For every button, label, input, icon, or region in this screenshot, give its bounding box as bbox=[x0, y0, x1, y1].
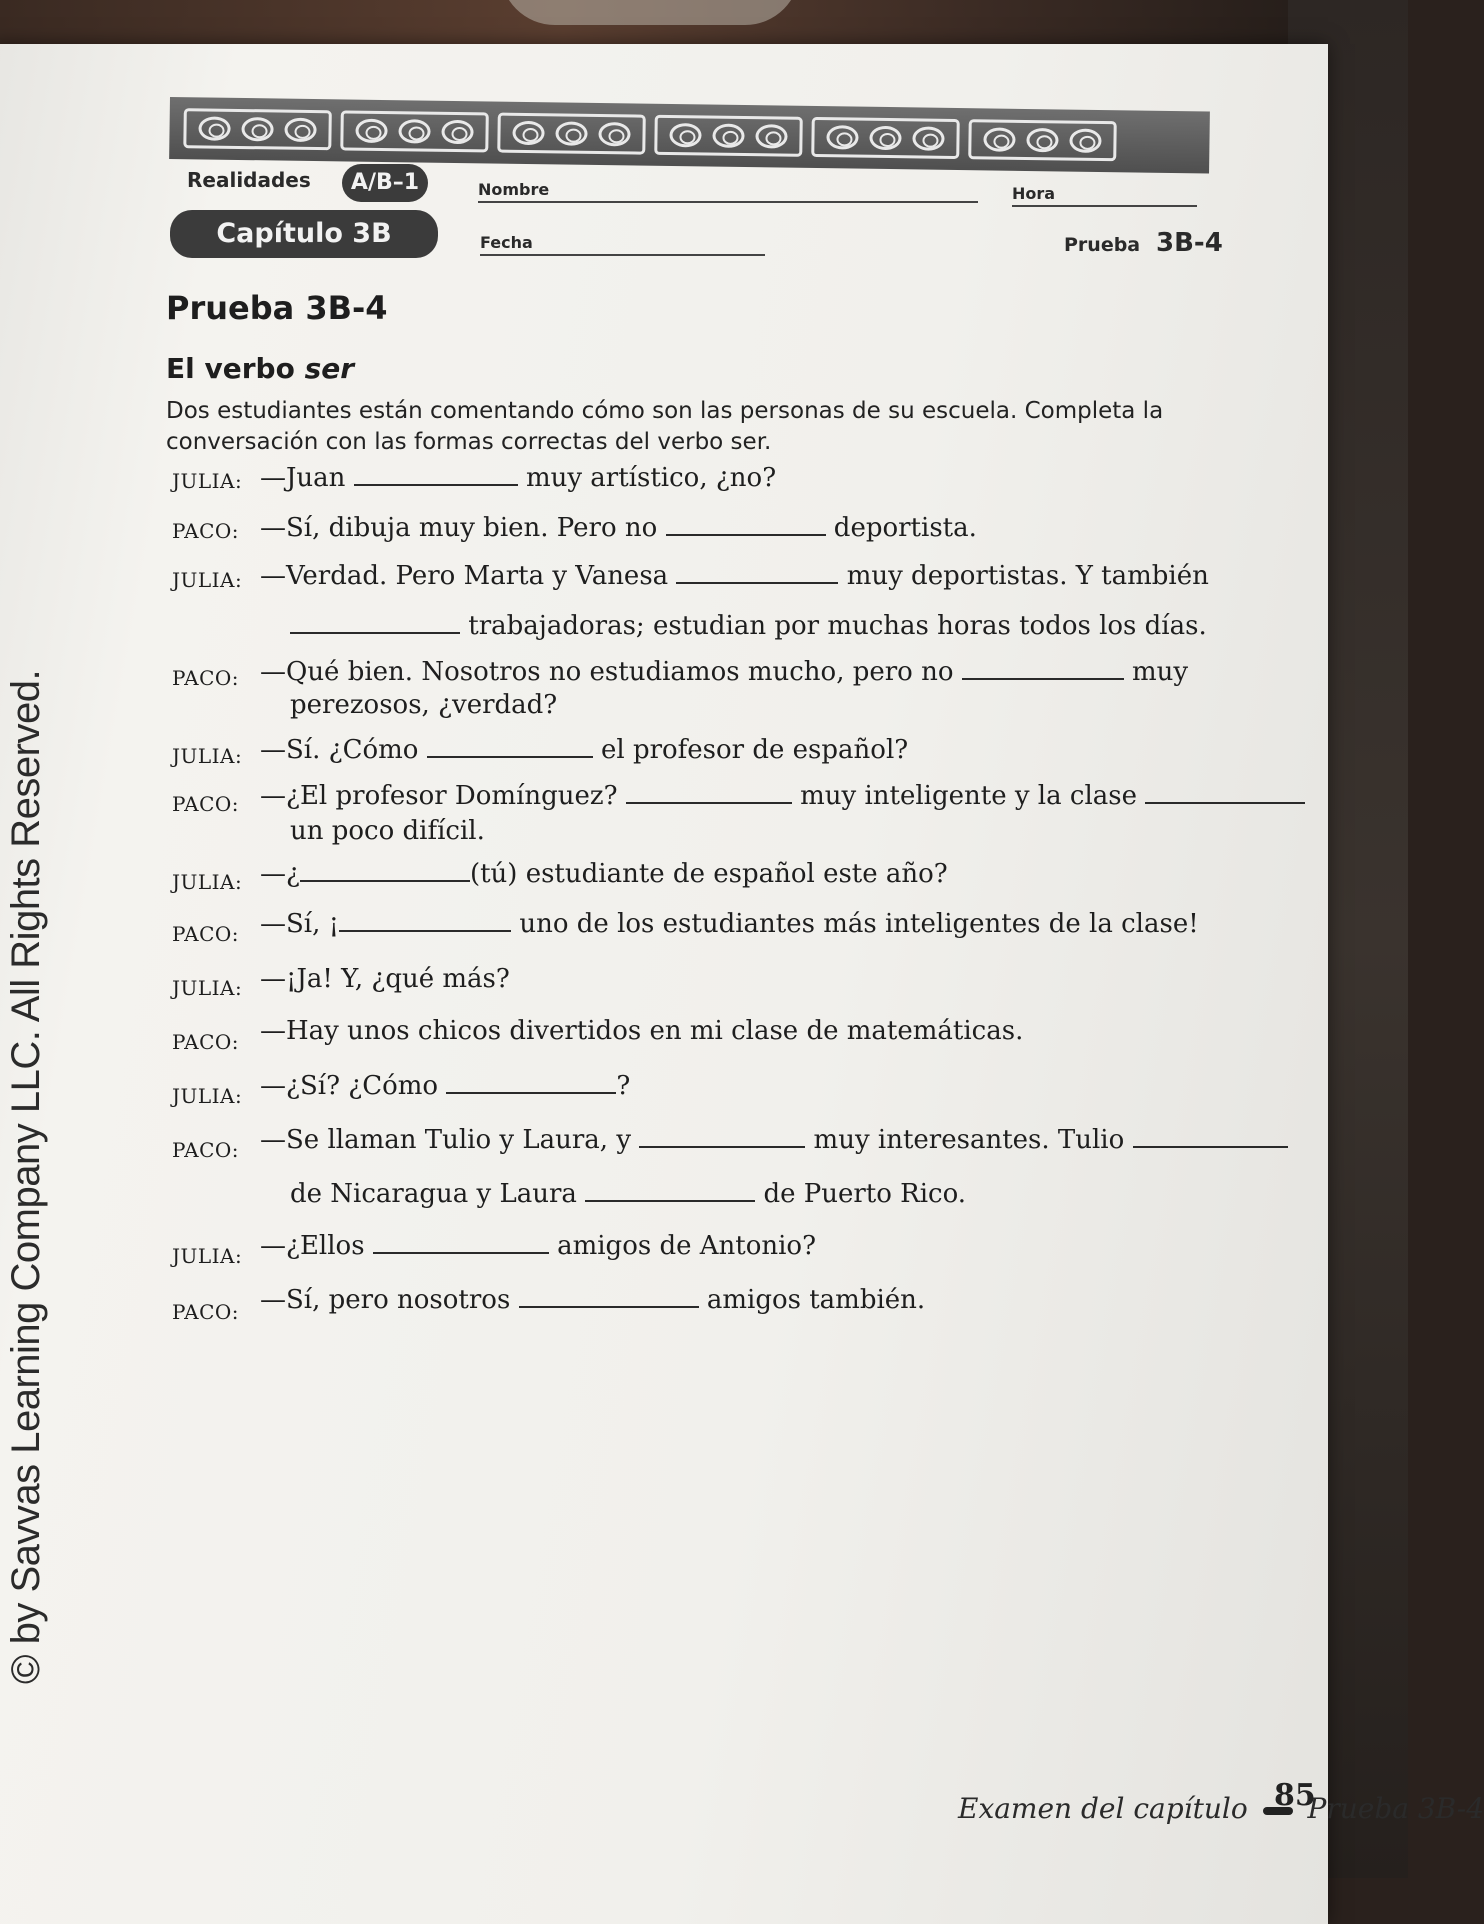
answer-blank[interactable] bbox=[300, 858, 470, 882]
dialogue-text: trabajadoras; estudian por muchas horas todos los días. bbox=[468, 611, 1206, 641]
dialogue-line bbox=[260, 1230, 816, 1261]
speaker: PACO: bbox=[172, 922, 239, 946]
answer-blank[interactable] bbox=[339, 908, 511, 932]
dialogue-line bbox=[290, 610, 1207, 641]
dialogue-text: de Nicaragua y Laura bbox=[290, 1179, 577, 1209]
dialogue-line bbox=[260, 858, 948, 889]
prueba-label: Prueba bbox=[1064, 234, 1140, 256]
hora-label: Hora bbox=[1012, 184, 1055, 203]
dialogue-text: —Verdad. Pero Marta y Vanesa bbox=[260, 561, 668, 591]
dialogue-text: ? bbox=[616, 1071, 630, 1101]
speaker: PACO: bbox=[172, 1300, 239, 1324]
nombre-field[interactable] bbox=[478, 201, 978, 203]
dialogue-text: —Sí, ¡ bbox=[260, 909, 339, 939]
answer-blank[interactable] bbox=[962, 656, 1124, 680]
speaker: JULIA: bbox=[172, 469, 242, 493]
banner-tile bbox=[968, 119, 1117, 161]
dialogue-line bbox=[290, 690, 557, 720]
dialogue-text: muy interesantes. Tulio bbox=[814, 1125, 1125, 1155]
dialogue-text: muy bbox=[1132, 657, 1188, 687]
answer-blank[interactable] bbox=[519, 1284, 699, 1308]
answer-blank[interactable] bbox=[1133, 1124, 1288, 1148]
dialogue-text: un poco difícil. bbox=[290, 816, 485, 846]
dialogue-line bbox=[260, 560, 1209, 591]
dialogue-line bbox=[260, 462, 776, 493]
section-heading bbox=[166, 352, 354, 385]
answer-blank[interactable] bbox=[446, 1070, 616, 1094]
dialogue-text: —Sí, pero nosotros bbox=[260, 1285, 510, 1315]
answer-blank[interactable] bbox=[427, 734, 593, 758]
speaker: PACO: bbox=[172, 1030, 239, 1054]
dialogue-text: perezosos, ¿verdad? bbox=[290, 690, 557, 720]
dialogue-text: (tú) estudiante de español este año? bbox=[470, 859, 948, 889]
answer-blank[interactable] bbox=[354, 462, 518, 486]
footer-text: Examen del capítulo bbox=[958, 1792, 1248, 1825]
dialogue-text: —¡Ja! Y, ¿qué más? bbox=[260, 964, 510, 994]
dialogue-text: amigos también. bbox=[707, 1285, 925, 1315]
mug-shadow bbox=[500, 0, 800, 25]
fecha-label: Fecha bbox=[480, 233, 533, 252]
dialogue-text: —Sí, dibuja muy bien. Pero no bbox=[260, 513, 657, 543]
copyright-notice: © by Savvas Learning Company LLC. All Rights Reserved. bbox=[4, 670, 49, 1684]
dialogue-line bbox=[260, 964, 510, 994]
dialogue-line bbox=[260, 908, 1199, 939]
dialogue-text: el profesor de español? bbox=[601, 735, 908, 765]
answer-blank[interactable] bbox=[676, 560, 838, 584]
dialogue-text: amigos de Antonio? bbox=[557, 1231, 816, 1261]
dialogue-text: —¿Sí? ¿Cómo bbox=[260, 1071, 438, 1101]
banner-tile bbox=[654, 115, 803, 157]
speaker: JULIA: bbox=[172, 568, 242, 592]
dialogue-line bbox=[260, 1124, 1288, 1155]
hora-field[interactable] bbox=[1012, 205, 1197, 207]
level-badge: A/B–1 bbox=[342, 164, 428, 202]
dialogue-line bbox=[260, 1070, 630, 1101]
chapter-badge: Capítulo 3B bbox=[170, 210, 438, 258]
speaker: PACO: bbox=[172, 792, 239, 816]
dialogue-text: uno de los estudiantes más inteligentes de la clase! bbox=[519, 909, 1198, 939]
speaker: PACO: bbox=[172, 519, 239, 543]
dialogue-line bbox=[260, 780, 1305, 811]
answer-blank[interactable] bbox=[1145, 780, 1305, 804]
dialogue-text: deportista. bbox=[834, 513, 977, 543]
answer-blank[interactable] bbox=[373, 1230, 549, 1254]
speaker: JULIA: bbox=[172, 976, 242, 1000]
series-label: Realidades bbox=[187, 168, 311, 192]
speaker: JULIA: bbox=[172, 1084, 242, 1108]
dialogue-line bbox=[260, 734, 908, 765]
instructions-line-2: conversación con las formas correctas del verbo ser. bbox=[166, 427, 771, 458]
banner-tile bbox=[183, 108, 332, 150]
speaker: JULIA: bbox=[172, 870, 242, 894]
dialogue-text: muy artístico, ¿no? bbox=[526, 463, 776, 493]
answer-blank[interactable] bbox=[585, 1178, 755, 1202]
dialogue-line bbox=[290, 1178, 966, 1209]
speaker: PACO: bbox=[172, 666, 239, 690]
prueba-code: 3B-4 bbox=[1156, 228, 1223, 258]
section-heading-verb: ser bbox=[305, 352, 354, 385]
speaker: JULIA: bbox=[172, 744, 242, 768]
banner-tile bbox=[811, 117, 960, 159]
dialogue-text: muy inteligente y la clase bbox=[800, 781, 1137, 811]
dialogue-text: —Qué bien. Nosotros no estudiamos mucho, pero no bbox=[260, 657, 954, 687]
dialogue-text: —Juan bbox=[260, 463, 345, 493]
dialogue-line bbox=[290, 816, 485, 846]
section-heading-text: El verbo bbox=[166, 352, 295, 385]
fecha-field[interactable] bbox=[480, 254, 765, 256]
dialogue-line bbox=[260, 656, 1188, 687]
nombre-label: Nombre bbox=[478, 180, 549, 199]
dialogue-text: —¿Ellos bbox=[260, 1231, 365, 1261]
dialogue-text: muy deportistas. Y también bbox=[847, 561, 1209, 591]
dialogue-line bbox=[260, 512, 977, 543]
footer-text: Prueba 3B-4 bbox=[1308, 1792, 1484, 1825]
dialogue-text: —Se llaman Tulio y Laura, y bbox=[260, 1125, 631, 1155]
banner-tile bbox=[497, 113, 646, 155]
answer-blank[interactable] bbox=[626, 780, 792, 804]
page-content bbox=[0, 44, 1328, 1924]
dialogue-text: —Hay unos chicos divertidos en mi clase de matemáticas. bbox=[260, 1016, 1023, 1046]
dialogue-line bbox=[260, 1016, 1023, 1046]
decorative-banner bbox=[169, 97, 1210, 174]
worksheet-page bbox=[0, 44, 1328, 1924]
footer-chapter-exam bbox=[958, 1792, 1484, 1825]
speaker: PACO: bbox=[172, 1138, 239, 1162]
speaker: JULIA: bbox=[172, 1244, 242, 1268]
dialogue-text: —Sí. ¿Cómo bbox=[260, 735, 418, 765]
dialogue-text: —¿El profesor Domínguez? bbox=[260, 781, 618, 811]
page-title: Prueba 3B-4 bbox=[166, 289, 388, 327]
instructions-line-1: Dos estudiantes están comentando cómo son las personas de su escuela. Completa la bbox=[166, 396, 1163, 427]
dialogue-text: —¿ bbox=[260, 859, 300, 889]
dialogue-line bbox=[260, 1284, 925, 1315]
banner-tile bbox=[340, 110, 489, 152]
answer-blank[interactable] bbox=[666, 512, 826, 536]
answer-blank[interactable] bbox=[290, 610, 460, 634]
dialogue-text: de Puerto Rico. bbox=[763, 1179, 966, 1209]
page-number: 85 bbox=[1274, 1778, 1316, 1813]
answer-blank[interactable] bbox=[639, 1124, 805, 1148]
